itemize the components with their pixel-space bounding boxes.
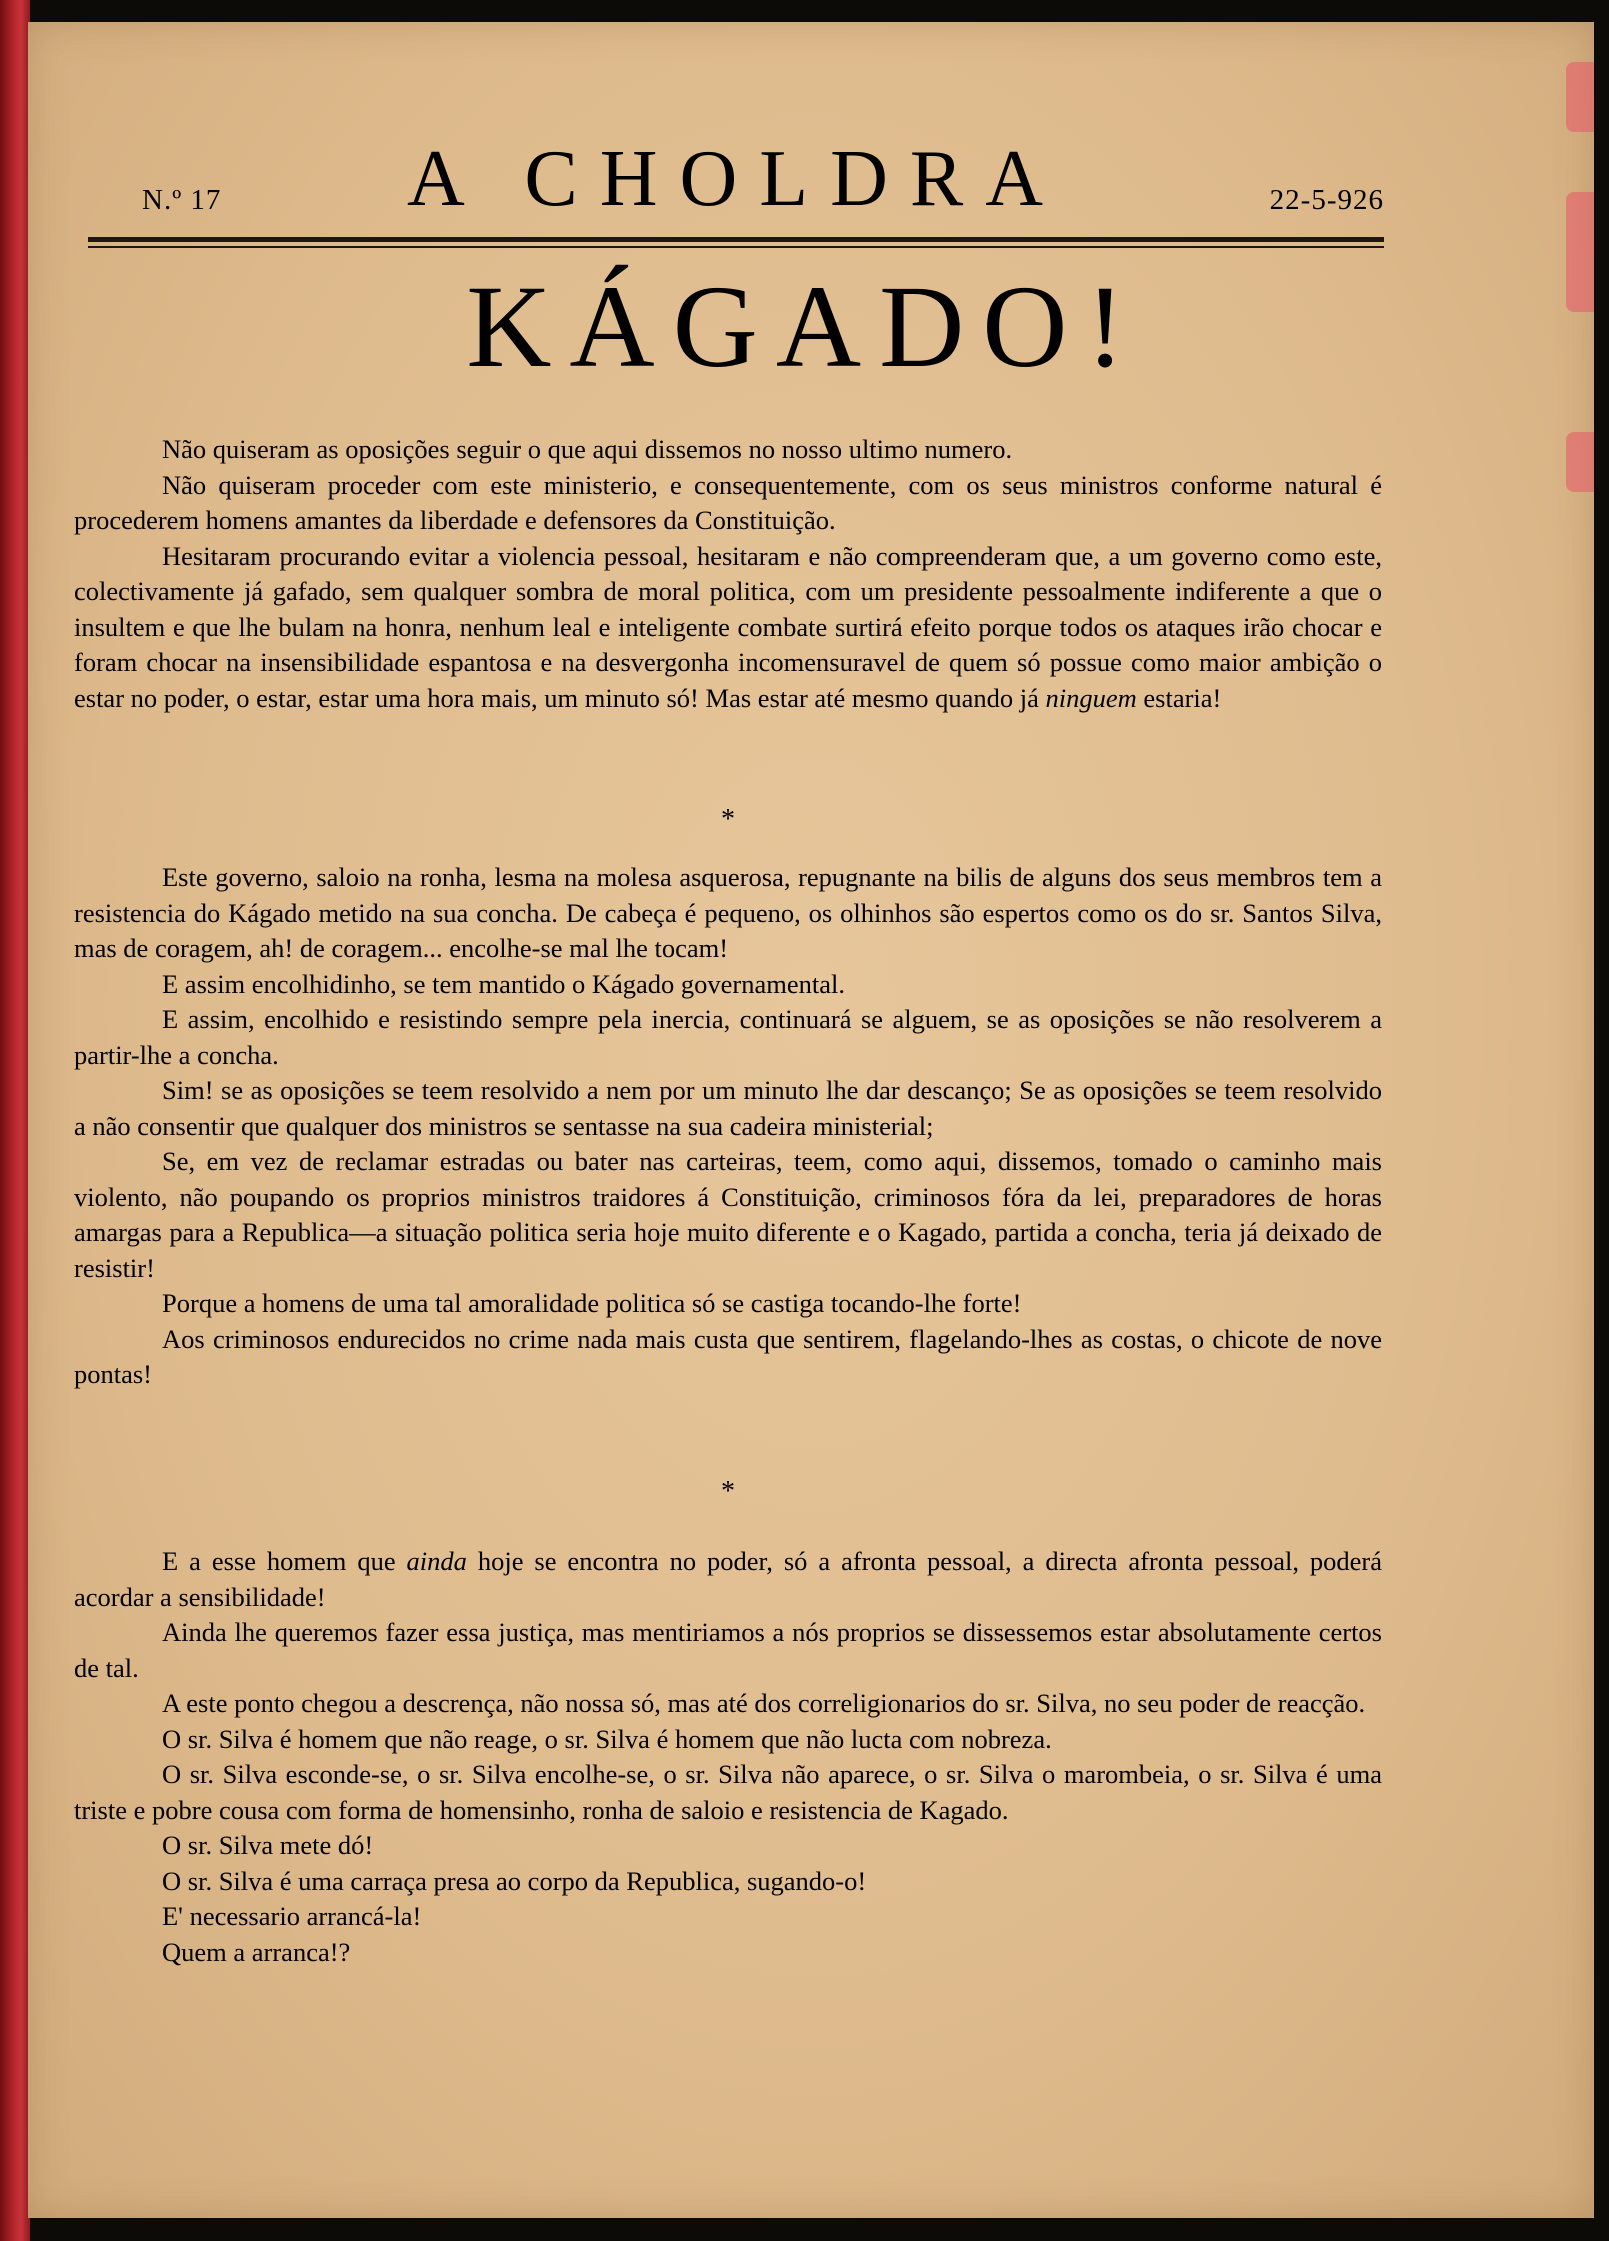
- masthead-rule-thin: [88, 246, 1384, 248]
- paragraph-text: E a esse homem que: [162, 1546, 396, 1576]
- issue-date: 22-5-926: [1269, 184, 1384, 216]
- emphasis-text: ninguem: [1045, 682, 1137, 713]
- paragraph: O sr. Silva mete dó!: [162, 1830, 374, 1860]
- paper-title: A CHOLDRA: [406, 135, 1066, 223]
- article-section-1: [74, 432, 1382, 716]
- paragraph: E assim encolhidinho, se tem mantido o Kágado governamental.: [162, 968, 845, 999]
- paragraph: O sr. Silva é homem que não reage, o sr. Silva é homem que não lucta com nobreza.: [162, 1723, 1052, 1754]
- masthead-rule-thick: [88, 237, 1384, 242]
- paragraph: Quem a arranca!?: [162, 1936, 351, 1967]
- paragraph: Não quiseram as oposições seguir o que aqui dissemos no nosso ultimo numero.: [162, 434, 1013, 464]
- paragraph: E assim, encolhido e resistindo sempre pela inercia, continuará se alguem, se as oposições se não resolverem a partir-lhe a concha.: [74, 1004, 1382, 1070]
- paragraph: Porque a homens de uma tal amoralidade politica só se castiga tocando-lhe forte!: [162, 1288, 1022, 1318]
- paragraph-text: hoje se encontra no poder, só a afronta pessoal, a directa afronta pessoal, poderá acordar a sensibilidade!: [74, 1546, 1382, 1612]
- paragraph: [74, 539, 1382, 717]
- paragraph: Este governo, saloio na ronha, lesma na molesa asquerosa, repugnante na bilis de alguns dos seus membros tem a resistencia do Kágado metido na sua concha. De cabeça é pequeno, os olhinhos são espertos como os do sr. Santos Silva, mas de coragem, ah! de coragem... encolhe-se mal lhe tocam!: [74, 862, 1382, 963]
- emphasis-text: ainda: [406, 1546, 467, 1576]
- paragraph: Se, em vez de reclamar estradas ou bater nas carteiras, teem, como aqui, dissemos, tomado o caminho mais violento, não poupando os proprios ministros traidores á Constituição, criminosos fóra da lei, preparadores de horas amargas para a Republica—a situação politica seria hoje muito diferente e o Kagado, partida a concha, teria já deixado de resistir!: [74, 1146, 1382, 1283]
- issue-number: N.º 17: [142, 184, 222, 216]
- paragraph: E' necessario arrancá-la!: [162, 1901, 422, 1931]
- article-section-2: [74, 860, 1382, 1393]
- paragraph: O sr. Silva é uma carraça presa ao corpo da Republica, sugando-o!: [162, 1865, 867, 1896]
- separator-2: [74, 1474, 1382, 1510]
- paragraph: O sr. Silva esconde-se, o sr. Silva encolhe-se, o sr. Silva não aparece, o sr. Silva o marombeia, o sr. Silva é uma triste e pobre cousa com forma de homensinho, ronha de saloio e resistencia de Kagado.: [74, 1759, 1382, 1825]
- paragraph: Aos criminosos endurecidos no crime nada mais custa que sentirem, flagelando-lhes as costas, o chicote de nove pontas!: [74, 1323, 1382, 1389]
- asterisk-separator: *: [721, 804, 735, 835]
- paragraph: Não quiseram proceder com este ministerio, e consequentemente, com os seus ministros conforme natural é procederem homens amantes da liberdade e defensores da Constituição.: [74, 469, 1382, 535]
- paragraph: [74, 1544, 1382, 1615]
- headline: KÁGADO!: [466, 261, 1143, 392]
- paragraph-text: Hesitaram procurando evitar a violencia pessoal, hesitaram e não compreenderam que, a um governo como este, colectivamente já gafado, sem qualquer sombra de moral politica, com um presidente pessoalmente indiferente a que o insultem e que lhe bulam na honra, nenhum leal e inteligente combate surtirá efeito porque todos os ataques irão chocar e foram chocar na insensibilidade espantosa e na desvergonha incomensuravel de quem só possue como maior ambição o estar no poder, o estar, estar uma hora mais, um minuto só! Mas estar até mesmo quando já: [74, 540, 1382, 713]
- paragraph: Ainda lhe queremos fazer essa justiça, mas mentiriamos a nós proprios se dissessemos estar absolutamente certos de tal.: [74, 1617, 1382, 1683]
- red-stain: [1566, 432, 1594, 492]
- asterisk-separator: *: [721, 1476, 735, 1507]
- separator-1: [74, 802, 1382, 838]
- paragraph: Sim! se as oposições se teem resolvido a nem por um minuto lhe dar descanço; Se as oposições se teem resolvido a não consentir que qualquer dos ministros se sentasse na sua cadeira ministerial;: [74, 1075, 1382, 1141]
- paragraph: A este ponto chegou a descrença, não nossa só, mas até dos correligionarios do sr. Silva, no seu poder de reacção.: [162, 1688, 1366, 1718]
- masthead: [88, 120, 1384, 230]
- article-section-3: [74, 1544, 1382, 1970]
- red-stain: [1566, 62, 1594, 132]
- paragraph-text: estaria!: [1143, 682, 1222, 713]
